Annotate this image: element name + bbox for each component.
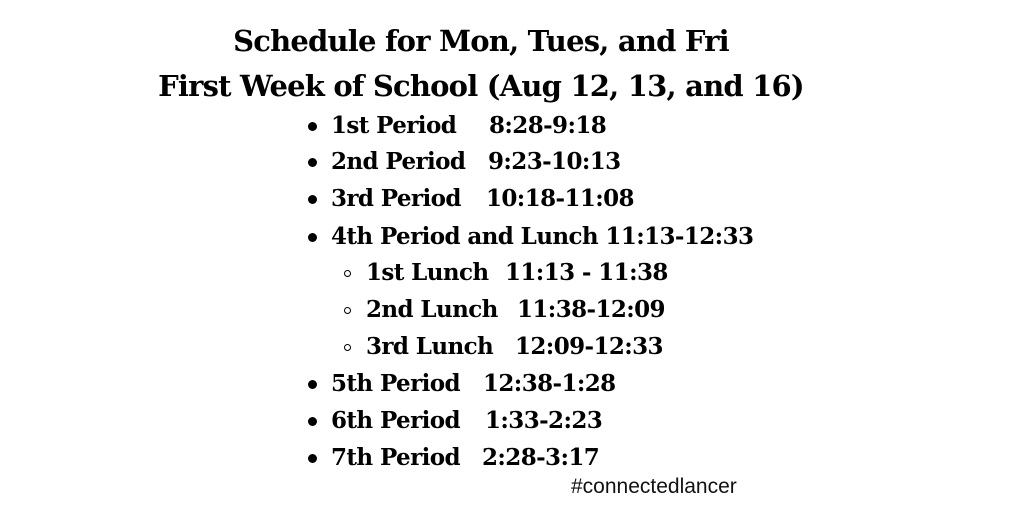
period-label: 5th Period [331, 370, 460, 397]
circle-bullet-icon [344, 344, 351, 351]
lunch-time: 11:38-12:09 [517, 296, 665, 323]
period-time: 10:18-11:08 [486, 185, 634, 212]
period-time: 8:28-9:18 [489, 112, 607, 139]
period-time: 12:38-1:28 [483, 370, 616, 397]
bullet-icon [308, 417, 317, 426]
period-label: 4th Period and Lunch 11:13-12:33 [331, 223, 754, 250]
period-label: 1st Period [331, 112, 457, 139]
lunch-label: 1st Lunch [366, 259, 489, 286]
lunch-time: 11:13 - 11:38 [505, 259, 668, 286]
lunch-label: 3rd Lunch [366, 333, 494, 360]
lunch-label: 2nd Lunch [366, 296, 498, 323]
circle-bullet-icon [344, 270, 351, 277]
period-label: 7th Period [331, 444, 460, 471]
period-label: 2nd Period [331, 148, 466, 175]
schedule-subtitle: First Week of School (Aug 12, 13, and 16) [158, 69, 804, 103]
period-time: 2:28-3:17 [482, 444, 600, 471]
bullet-icon [308, 158, 317, 167]
circle-bullet-icon [344, 307, 351, 314]
period-time: 1:33-2:23 [485, 407, 603, 434]
period-time: 9:23-10:13 [488, 148, 621, 175]
period-label: 3rd Period [331, 185, 461, 212]
lunch-time: 12:09-12:33 [515, 333, 663, 360]
bullet-icon [308, 380, 317, 389]
bullet-icon [308, 233, 317, 242]
schedule-title: Schedule for Mon, Tues, and Fri [233, 24, 729, 58]
bullet-icon [308, 122, 317, 131]
period-label: 6th Period [331, 407, 460, 434]
bullet-icon [308, 195, 317, 204]
hashtag: #connectedlancer [571, 475, 737, 498]
bullet-icon [308, 454, 317, 463]
